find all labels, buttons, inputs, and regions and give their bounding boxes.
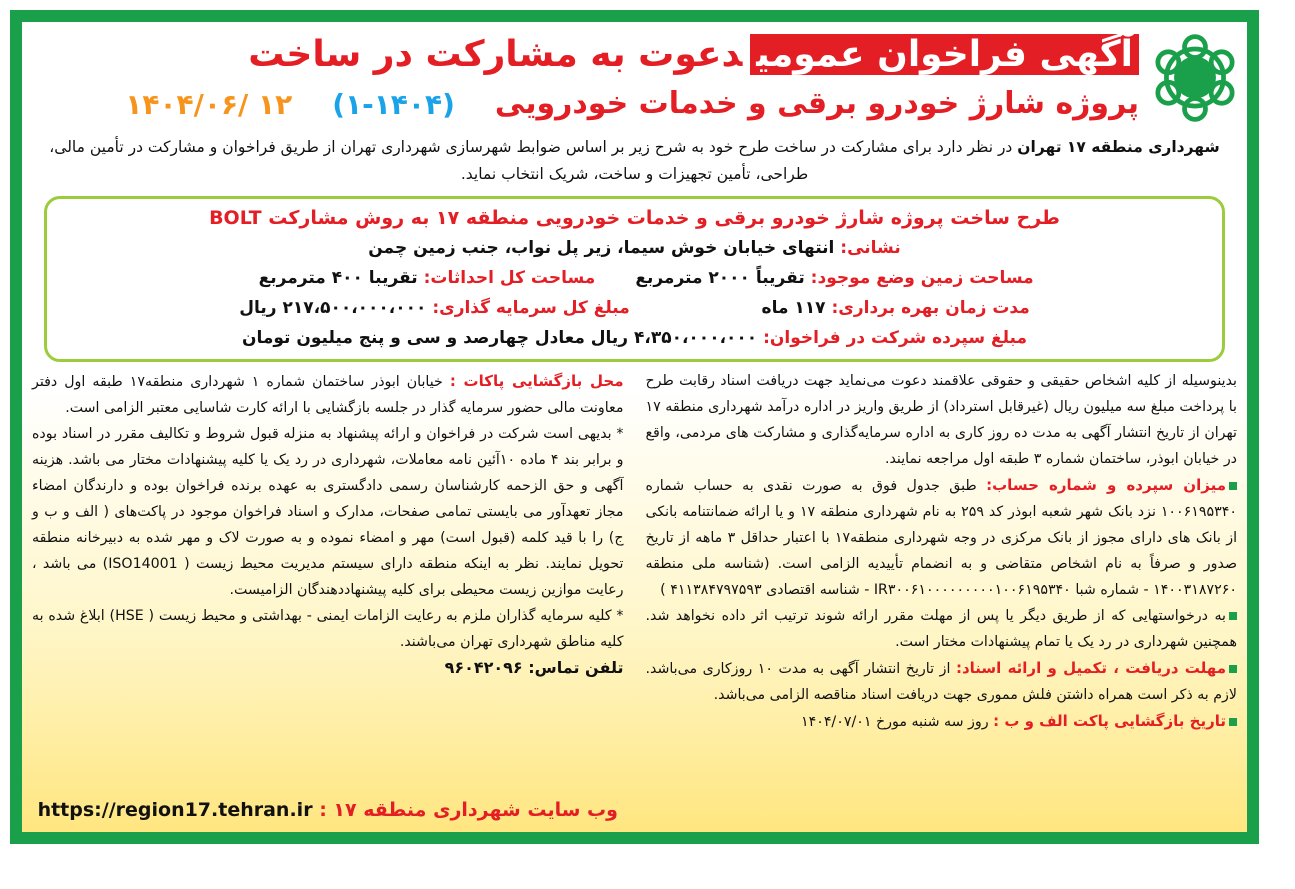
- documents-paragraph: بدینوسیله از کلیه اشخاص حقیقی و حقوقی علاقمند دعوت می‌نماید جهت دریافت اسناد رقابت طرح با پرداخت مبلغ سه میلیون ریال (غیرقابل استرداد) از طریق واریز در اداره درآمد شهرداری منطقه ۱۷ تهران از تاریخ انتشار آگهی به مدت ده روز کاری به اداره سرمایه‌گذاری و مشارکت های مردمی، واقع در خیابان ابوذر، ساختمان شماره ۳ طبقه اول مراجعه نمایند.: [645, 373, 1237, 467]
- period-row: [47, 293, 1222, 323]
- bullet-icon: [1229, 718, 1237, 726]
- hse-paragraph: * کلیه سرمایه گذاران ملزم به رعایت الزامات ایمنی - بهداشتی و محیط زیست ( HSE) ابلاغ شده به کلیه مناطق شهرداری تهران می‌باشند.: [32, 608, 624, 650]
- address-row: [47, 233, 1222, 263]
- deadline-label: مهلت دریافت ، تکمیل و ارائه اسناد:: [955, 659, 1226, 677]
- right-column: [646, 368, 1238, 824]
- website-link[interactable]: https://region17.tehran.ir: [37, 799, 313, 821]
- deposit-account-text: طبق جدول فوق به صورت نقدی به حساب شماره ۱۰۰۶۱۹۵۳۴۰ نزد بانک شهر شعبه ابوذر کد ۲۵۹ به نام شهرداری منطقه ۱۷ و یا ارائه ضمانتنامه بانکی از بانک های دارای مجوز از بانک مرکزی در وجه شهرداری منطقه۱۷ با اعتبار حداقل ۳ ماهه از تاریخ صدور و صرفاً به نام اشخاص متقاضی و به انضمام تأییدیه الزامی است. (شناسه ملی منطقه ۱۴۰۰۳۱۸۷۲۶۰ - شماره شبا IR۳۰۰۶۱۰۰۰۰۰۰۰۰۰۱۰۰۶۱۹۵۳۴۰ - شناسه اقتصادی ۴۱۱۳۸۴۷۹۷۵۹۳ ): [645, 478, 1238, 598]
- title-rest: دعوت به مشارکت در ساخت: [248, 34, 743, 75]
- period-label: مدت زمان بهره برداری:: [831, 298, 1030, 318]
- subtitle: پروژه شارژ خودرو برقی و خدمات خودرویی: [494, 86, 1139, 121]
- investment-value: ۲۱۷،۵۰۰،۰۰۰،۰۰۰ ریال: [239, 298, 427, 318]
- conditions-paragraph: * بدیهی است شرکت در فراخوان و ارائه پیشنهاد به منزله قبول شروط و تکالیف مقرر در اسناد بوده و برابر بند ۴ ماده ۱۰آئین نامه معاملات، شهرداری در رد یک یا کلیه پیشنهادات مختار می باشد. هزینه آگهی و حق الزحمه کارشناسان رسمی دادگستری به عهده برنده فراخوان بوده و دارندگان امضاء مجاز تعهدآور می بایستی تمامی صفحات، مدارک و اسناد فراخوان موجود در پاکت‌های ( الف و ب و ج) را با قید کلمه (قبول است) مهر و امضاء نموده و به صورت لاک و مهر شده به دبیرخانه منطقه تحویل نمایند. نظر به اینکه منطقه دارای سیستم مدیریت محیط زیست ( ISO14001) می باشد ، رعایت موازین زیست محیطی برای کلیه پیشنهاددهندگان الزامیست.: [32, 426, 624, 598]
- deadline-paragraph: [646, 655, 1238, 708]
- land-area-label: مساحت زمین وضع موجود:: [810, 268, 1034, 288]
- land-area-value: تقریباً ۲۰۰۰ مترمربع: [635, 268, 805, 288]
- website-label: وب سایت شهرداری منطقه ۱۷ :: [319, 799, 618, 821]
- late-requests-text: به درخواستهایی که از طریق دیگر یا پس از مهلت مقرر ارائه شوند ترتیب اثر داده نخواهد شد. همچنین شهرداری در رد یک یا تمام پیشنهادات مختار است.: [645, 608, 1237, 650]
- investment-label: مبلغ کل سرمایه گذاری:: [432, 298, 630, 318]
- late-requests-paragraph: [646, 603, 1238, 655]
- opening-date-text: روز سه شنبه مورخ ۱۴۰۴/۰۷/۰۱: [800, 714, 989, 730]
- contact-phone: تلفن تماس: ۹۶۰۴۲۰۹۶: [444, 658, 624, 677]
- subtitle-row: [125, 83, 1139, 125]
- title: [125, 31, 1139, 79]
- build-area-value: تقریبا ۴۰۰ مترمربع: [258, 268, 418, 288]
- opening-date-paragraph: [646, 708, 1238, 735]
- bullet-icon: [1229, 482, 1237, 490]
- columns: [32, 368, 1237, 824]
- opening-date-label: تاریخ بازگشایی پاکت الف و ب :: [993, 712, 1226, 730]
- intro: [32, 134, 1237, 188]
- opening-location-text: خیابان ابوذر ساختمان شماره ۱ شهرداری منطقه۱۷ طبقه اول دفتر معاونت مالی حضور سرمایه گذار در جلسه بازگشایی با ارائه کارت شاسایی معتبر الزامی است.: [32, 374, 624, 416]
- period-value: ۱۱۷ ماه: [761, 298, 826, 318]
- title-block: [125, 31, 1139, 125]
- opening-location-label: محل بازگشایی پاکات :: [449, 372, 624, 390]
- intro-bold: شهرداری منطقه ۱۷ تهران: [1017, 138, 1220, 156]
- advertisement: [10, 10, 1259, 844]
- build-area-label: مساحت کل احداثات:: [423, 268, 596, 288]
- deposit-value: ۴،۳۵۰،۰۰۰،۰۰۰ ریال معادل چهارصد و سی و پنج میلیون تومان: [241, 328, 758, 348]
- intro-text: در نظر دارد برای مشارکت در ساخت طرح خود به شرح زیر بر اساس ضوابط شهرسازی شهرداری تهران از طریق فراخوان و مشارکت در تأمین مالی، طراحی، تأمین تجهیزات و ساخت، شریک انتخاب نماید.: [49, 138, 1013, 183]
- left-column: [32, 368, 624, 824]
- bullet-icon: [1229, 612, 1237, 620]
- opening-location-paragraph: [32, 368, 624, 421]
- tender-code: (۱-۱۴۰۴): [332, 87, 455, 121]
- address-value: انتهای خیابان خوش سیما، زیر پل نواب، جنب زمین چمن: [368, 238, 835, 258]
- project-summary-box: [44, 196, 1225, 362]
- website: [32, 786, 624, 824]
- header: [32, 28, 1237, 128]
- deposit-label: مبلغ سپرده شرکت در فراخوان:: [763, 328, 1028, 348]
- deadline-text: از تاریخ انتشار آگهی به مدت ۱۰ روزکاری می‌باشد. لازم به ذکر است همراه داشتن فلش مموری جهت دریافت اسناد مناقصه الزامی می‌باشد.: [645, 661, 1237, 703]
- title-highlight: آگهی فراخوان عمومی: [750, 34, 1139, 75]
- tehran-municipality-logo: [1153, 28, 1237, 128]
- area-row: [47, 263, 1222, 293]
- address-label: نشانی:: [840, 238, 901, 258]
- bullet-icon: [1229, 665, 1237, 673]
- deposit-paragraph: [646, 472, 1238, 603]
- deposit-account-label: میزان سپرده و شماره حساب:: [986, 476, 1226, 494]
- deposit-row: [47, 323, 1222, 353]
- project-heading: طرح ساخت پروژه شارژ خودرو برقی و خدمات خودرویی منطقه ۱۷ به روش مشارکت BOLT: [209, 207, 1060, 229]
- publish-date: ۱۴۰۴/۰۶/ ۱۲: [125, 87, 293, 121]
